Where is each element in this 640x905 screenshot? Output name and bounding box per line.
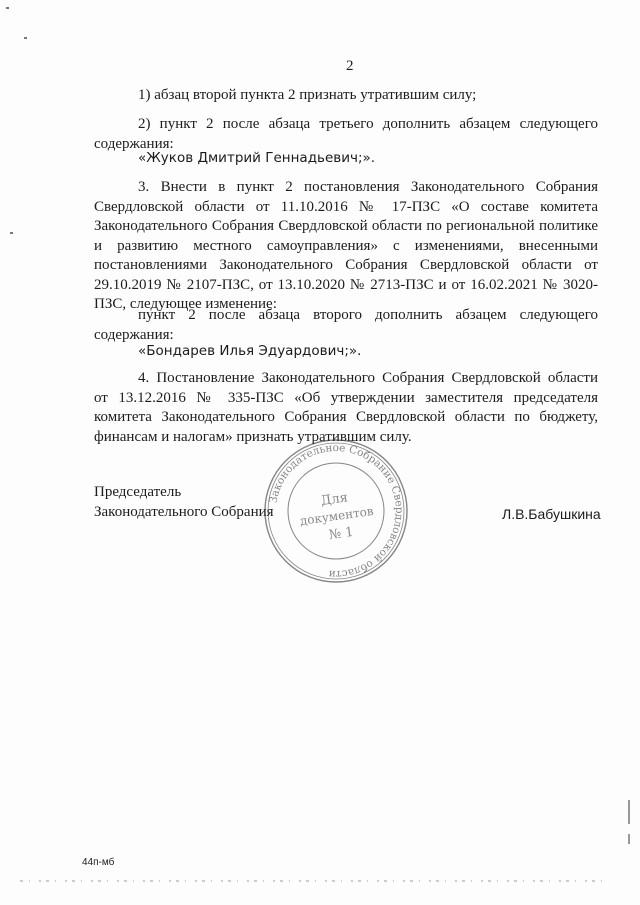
seal-ring-text: Законодательное Собрание Свердловской области xyxy=(267,441,406,581)
scan-speck xyxy=(10,232,13,234)
scan-edge-mark xyxy=(628,834,630,844)
seal-graphic xyxy=(262,437,410,585)
document-code: 44п-мб xyxy=(82,857,115,868)
signatory-name: Л.В.Бабушкина xyxy=(502,506,601,522)
signatory-title-line1: Председатель xyxy=(94,484,182,500)
item-2: 2) пункт 2 после абзаца третьего дополнить абзацем следующего содержания: xyxy=(94,116,598,152)
item-3: 3. Внести в пункт 2 постановления Законодательного Собрания Свердловской области от 11.10.2016 № 17-ПЗС «О составе комитета Законодательного Собрания Свердловской области по региональной политике и развитию местного самоуправления» с изменениями, внесенными постановлениями Законодательного Собрания Свердловской области от 29.10.2019 № 2107-ПЗС, от 13.10.2020 № 2713-ПЗС и от 16.02.2021 № 3020-ПЗС, следующее изменение: xyxy=(94,179,598,312)
scan-bottom-edge xyxy=(0,880,640,882)
item-4: 4. Постановление Законодательного Собрания Свердловской области от 13.12.2016 № 335-ПЗС «Об утверждении заместителя председателя комитета Законодательного Собрания Свердловской области по бюджету, финансам и налогам» признать утратившим силу. xyxy=(94,370,598,445)
page-number: 2 xyxy=(346,58,354,74)
scan-speck xyxy=(6,7,9,9)
scan-speck xyxy=(24,37,27,39)
item-3-change: пункт 2 после абзаца второго дополнить абзацем следующего содержания: xyxy=(94,307,598,343)
signatory-title-line2: Законодательного Собрания xyxy=(94,504,274,520)
name-bondarev: «Бондарев Илья Эдуардович;». xyxy=(138,343,362,359)
seal-center-line2: документов xyxy=(298,503,375,529)
item-1: 1) абзац второй пункта 2 признать утратившим силу; xyxy=(138,87,477,103)
seal-center-line1: Для xyxy=(319,490,349,509)
official-seal-stamp xyxy=(262,437,410,585)
signatory-title xyxy=(94,482,274,522)
name-zhukov: «Жуков Дмитрий Геннадьевич;». xyxy=(138,150,376,166)
scan-edge-mark xyxy=(628,800,630,824)
seal-center-line3: № 1 xyxy=(327,524,355,544)
